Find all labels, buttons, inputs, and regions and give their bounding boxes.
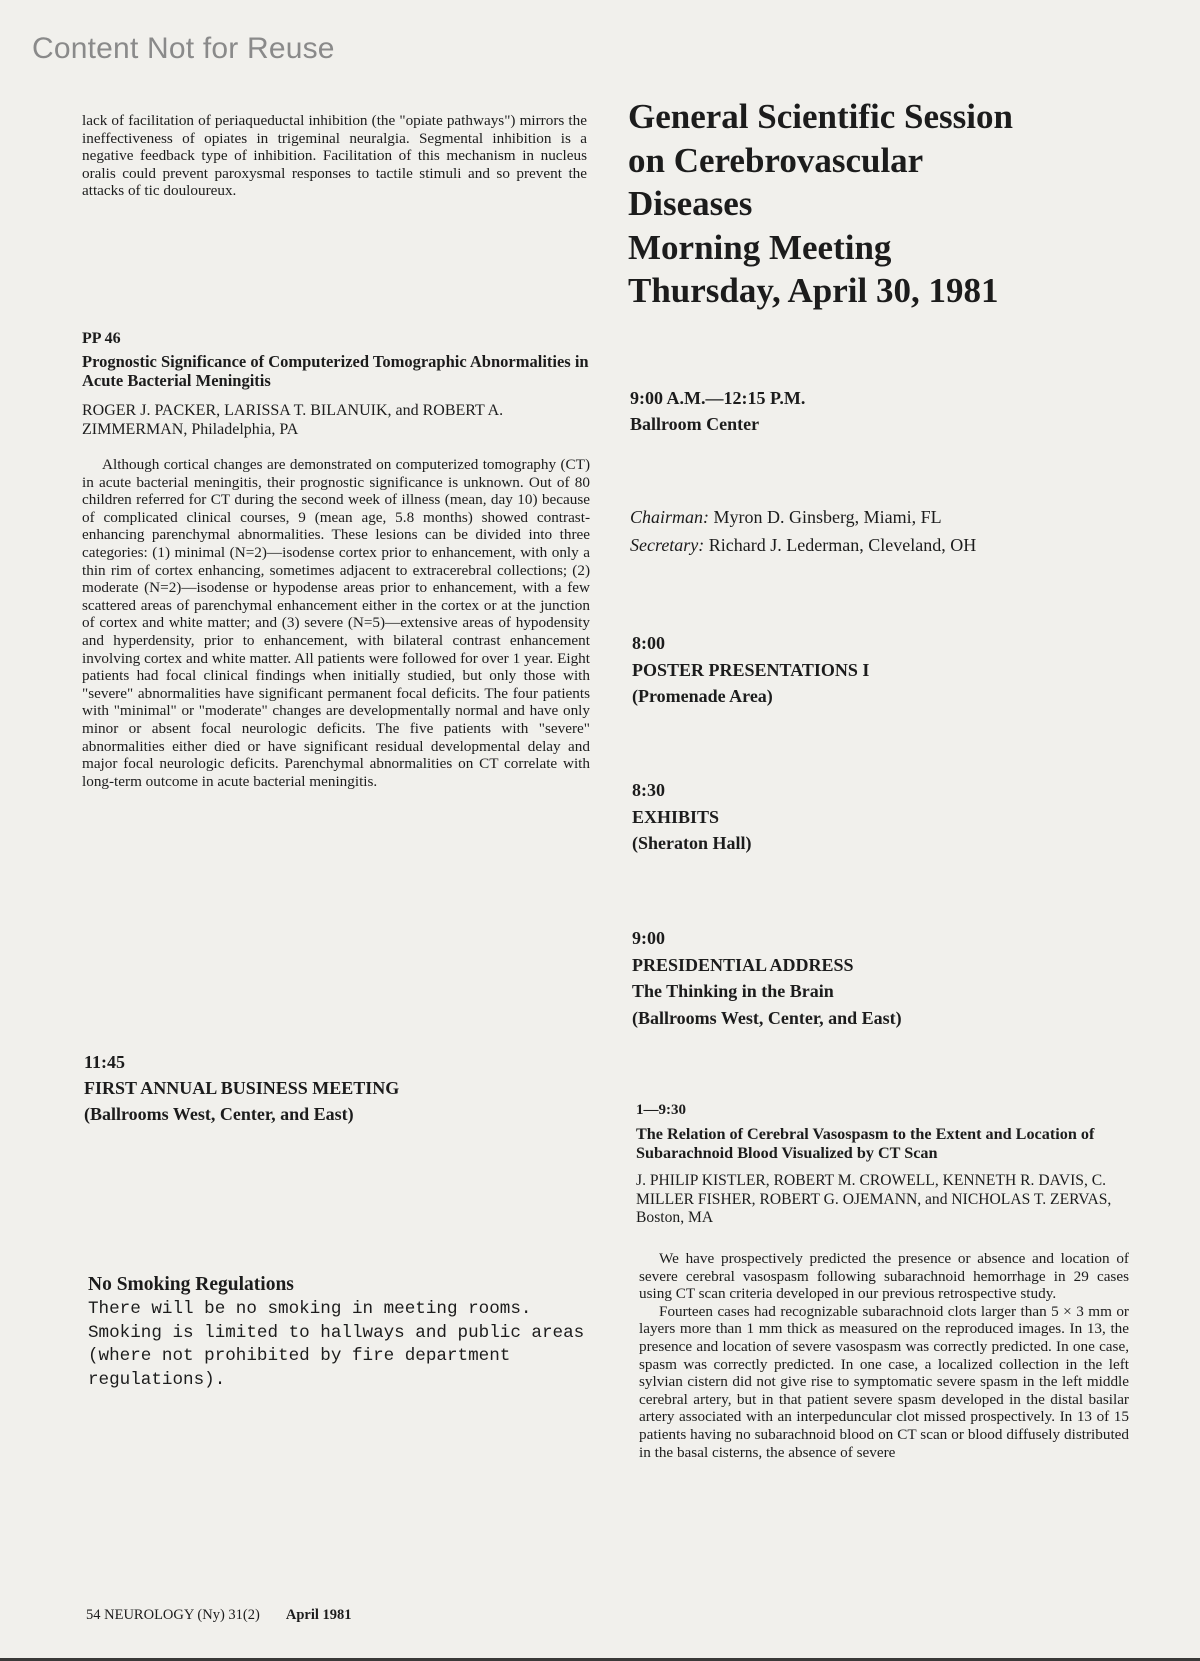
session-line: General Scientific Session <box>628 97 1013 136</box>
session-time: 9:00 A.M.—12:15 P.M. <box>630 388 806 408</box>
continued-paragraph: lack of facilitation of periaqueductal inhibition (the "opiate pathways") mirrors the ineffectiveness of opiates in trigeminal neuralgia. Segmental inhibition is a negative feedback type of inhibition. Facilitation of this mechanism in nucleus oralis could prevent paroxysmal responses to tactile stimuli and so prevent the attacks of tic douloureux. <box>82 112 587 200</box>
page-footer <box>86 1607 352 1624</box>
paper-body <box>639 1250 1129 1461</box>
chairman-name: Myron D. Ginsberg, Miami, FL <box>713 507 942 527</box>
event-title: POSTER PRESENTATIONS I <box>632 659 870 680</box>
event-time: 8:30 <box>632 780 665 800</box>
session-line: Morning Meeting <box>628 227 892 267</box>
paper-authors: J. PHILIP KISTLER, ROBERT M. CROWELL, KENNETH R. DAVIS, C. MILLER FISHER, ROBERT G. OJEMANN, and NICHOLAS T. ZERVAS, Boston, MA <box>636 1172 1112 1226</box>
paper-paragraph: Fourteen cases had recognizable subarachnoid clots larger than 5 × 3 mm or layers more than 1 mm thick as measured on the reproduced images. In 13, the presence and location of severe vasospasm was correctly predicted. In one case, spasm was correctly predicted. In one case, a localized collection in the left sylvian cistern did not give rise to symptomatic severe spasm in the left middle cerebral artery, but in that patient severe spasm developed in the distal basilar artery associated with an interpeduncular clot missed prospectively. In 13 of 15 patients having no subarachnoid blood on CT scan or blood diffusely distributed in the basal cisterns, the absence of severe <box>639 1302 1129 1461</box>
session-line: Thursday, April 30, 1981 <box>628 271 999 310</box>
secretary-name: Richard J. Lederman, Cleveland, OH <box>708 535 977 555</box>
smoking-text: There will be no smoking in meeting rooms. Smoking is limited to hallways and public areas (where not prohibited by fire department regulations). <box>88 1299 585 1390</box>
event-location: (Sheraton Hall) <box>632 833 752 853</box>
event-title: EXHIBITS <box>632 806 720 827</box>
abstract-title: Prognostic Significance of Computerized Tomographic Abnormalities in Acute Bacterial Meningitis <box>82 352 589 390</box>
session-time-block <box>630 385 805 437</box>
secretary-line <box>630 531 976 559</box>
paper-title: The Relation of Cerebral Vasospasm to the Extent and Location of Subarachnoid Blood Visualized by CT Scan <box>636 1125 1095 1162</box>
smoking-notice <box>88 1274 593 1392</box>
footer-page-ref: 54 NEUROLOGY (Ny) 31(2) <box>86 1607 260 1623</box>
event-location: (Promenade Area) <box>632 686 773 706</box>
watermark-text: Content Not for Reuse <box>32 32 335 65</box>
chairman-label: Chairman: <box>630 507 710 527</box>
business-meeting-block <box>84 1049 399 1127</box>
session-line: on Cerebrovascular <box>628 140 924 180</box>
business-title: FIRST ANNUAL BUSINESS MEETING <box>84 1078 400 1098</box>
paper-time: 1—9:30 <box>636 1102 686 1118</box>
session-room: Ballroom Center <box>630 414 760 434</box>
chairman-line <box>630 503 976 531</box>
abstract-id: PP 46 <box>82 330 121 347</box>
event-subtitle: The Thinking in the Brain <box>632 981 834 1001</box>
session-line: Diseases <box>628 184 753 223</box>
footer-date: April 1981 <box>285 1607 352 1623</box>
event-poster <box>632 630 869 710</box>
business-location: (Ballrooms West, Center, and East) <box>84 1104 354 1124</box>
event-presidential <box>632 925 902 1031</box>
business-time: 11:45 <box>84 1052 126 1072</box>
event-time: 9:00 <box>632 928 665 948</box>
officers-block <box>630 503 976 559</box>
session-heading <box>628 95 1148 313</box>
smoking-heading: No Smoking Regulations <box>88 1274 294 1295</box>
event-location: (Ballrooms West, Center, and East) <box>632 1007 902 1028</box>
event-title: PRESIDENTIAL ADDRESS <box>632 954 854 975</box>
abstract-authors: ROGER J. PACKER, LARISSA T. BILANUIK, and ROBERT A. ZIMMERMAN, Philadelphia, PA <box>82 402 504 438</box>
secretary-label: Secretary: <box>630 535 705 555</box>
paper-paragraph: We have prospectively predicted the presence or absence and location of severe cerebral vasospasm following subarachnoid hemorrhage in 29 cases using CT scan criteria developed in our previous retrospective study. <box>639 1250 1129 1303</box>
event-time: 8:00 <box>632 633 665 653</box>
event-exhibits <box>632 777 752 857</box>
abstract-body: Although cortical changes are demonstrated on computerized tomography (CT) in acute bacterial meningitis, their prognostic significance is unknown. Out of 80 children referred for CT during the second week of illness (mean, day 10) because of complicated clinical courses, 9 (mean age, 5.8 months) showed contrast-enhancing parenchymal abnormalities. These lesions can be divided into three categories: (1) minimal (N=2)—isodense cortex prior to enhancement, with only a thin rim of cortex enhancing, sometimes adjacent to extracerebral collections; (2) moderate (N=2)—isodense or hypodense areas prior to enhancement, with a few scattered areas of parenchymal enhancement either in the cortex or at the junction of cortex and white matter; and (3) severe (N=5)—extensive areas of hypodensity and hyperdensity, prior to enhancement, with bilateral contrast enhancement involving cortex and white matter. All patients were followed for over 1 year. Eight patients had focal clinical findings when initially studied, but only those with "severe" abnormalities have significant permanent focal deficits. The four patients with "minimal" or "moderate" changes are developmentally normal and have only minor or absent focal neurologic deficits. The five patients with "severe" abnormalities either died or have significant residual developmental delay and major focal neurologic deficits. Parenchymal abnormalities on CT correlate with long-term outcome in acute bacterial meningitis. <box>82 456 590 790</box>
